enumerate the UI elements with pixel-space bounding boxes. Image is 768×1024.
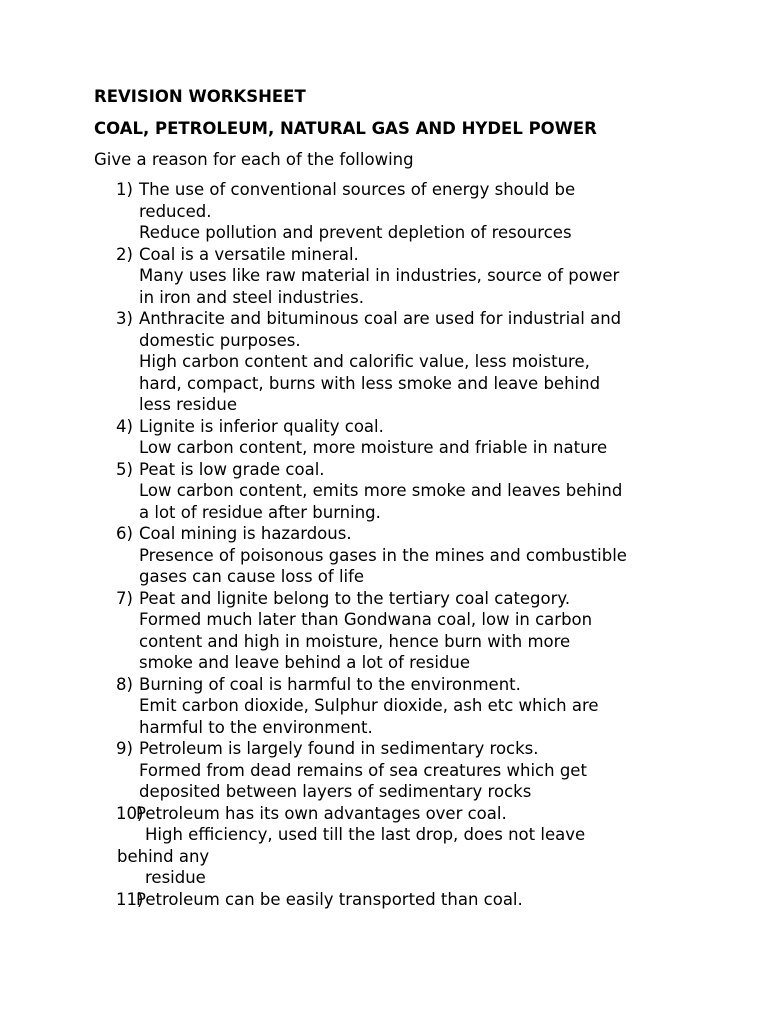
- question-text: domestic purposes.: [139, 330, 301, 350]
- question-number: 8): [116, 674, 133, 694]
- question-item: [94, 459, 694, 524]
- question-text: Anthracite and bituminous coal are used for industrial and: [139, 309, 622, 328]
- question-number: 7): [116, 588, 133, 608]
- worksheet-title: REVISION WORKSHEET: [94, 87, 306, 106]
- answer-text: High efficiency, used till the last drop, does not leave: [145, 825, 586, 844]
- question-number: 5): [116, 459, 133, 479]
- question-number: 9): [116, 739, 133, 758]
- question-text: Petroleum can be easily transported than coal.: [136, 889, 523, 909]
- question-item: [94, 308, 694, 416]
- question-text: Petroleum has its own advantages over coal.: [136, 803, 507, 823]
- answer-text: content and high in moisture, hence burn with more: [139, 631, 571, 651]
- answer-text: Formed from dead remains of sea creatures which get: [139, 760, 587, 780]
- question-number: 3): [116, 309, 133, 328]
- answer-text: Low carbon content, more moisture and friable in nature: [139, 438, 608, 457]
- worksheet-instructions: Give a reason for each of the following: [94, 150, 414, 169]
- answer-text: behind any: [117, 846, 210, 866]
- answer-text: Emit carbon dioxide, Sulphur dioxide, ash etc which are: [139, 696, 599, 715]
- answer-text: Formed much later than Gondwana coal, low in carbon: [139, 610, 593, 629]
- answer-text: harmful to the environment.: [139, 717, 373, 737]
- question-number: 6): [116, 524, 133, 543]
- question-text: Coal is a versatile mineral.: [139, 244, 359, 264]
- question-number: 2): [116, 244, 133, 264]
- question-item: [94, 179, 694, 244]
- question-item: [94, 244, 694, 309]
- question-item: [94, 803, 694, 889]
- question-text: Peat is low grade coal.: [139, 459, 325, 479]
- answer-text: deposited between layers of sedimentary rocks: [139, 782, 532, 801]
- answer-text: Low carbon content, emits more smoke and leaves behind: [139, 481, 623, 500]
- question-item: [94, 416, 694, 459]
- worksheet-subtitle: COAL, PETROLEUM, NATURAL GAS AND HYDEL POWER: [94, 119, 597, 138]
- answer-text: High carbon content and calorific value, less moisture,: [139, 352, 590, 371]
- question-number: 11): [116, 889, 144, 909]
- question-text: reduced.: [139, 201, 212, 221]
- answer-text: Many uses like raw material in industries, source of power: [139, 266, 620, 285]
- answer-text: hard, compact, burns with less smoke and leave behind: [139, 373, 601, 393]
- question-number: 10): [116, 803, 144, 823]
- question-text: Coal mining is hazardous.: [139, 524, 352, 543]
- question-text: Peat and lignite belong to the tertiary coal category.: [139, 588, 571, 608]
- question-text: Petroleum is largely found in sedimentary rocks.: [139, 739, 539, 758]
- answer-text: less residue: [139, 395, 238, 414]
- answer-text: residue: [145, 868, 206, 887]
- question-number: 4): [116, 416, 133, 436]
- question-text: Lignite is inferior quality coal.: [139, 416, 384, 436]
- question-text: Burning of coal is harmful to the environment.: [139, 674, 521, 694]
- question-text: The use of conventional sources of energy should be: [139, 180, 576, 199]
- answer-text: in iron and steel industries.: [139, 287, 364, 307]
- question-list: [94, 179, 694, 910]
- answer-text: Presence of poisonous gases in the mines and combustible: [139, 545, 627, 565]
- answer-text: a lot of residue after burning.: [139, 502, 381, 522]
- answer-text: smoke and leave behind a lot of residue: [139, 653, 470, 672]
- question-item: [94, 738, 694, 803]
- answer-text: gases can cause loss of life: [139, 567, 365, 586]
- answer-text: Reduce pollution and prevent depletion of resources: [139, 223, 572, 242]
- question-item: [94, 588, 694, 674]
- question-item: [94, 889, 694, 911]
- question-item: [94, 523, 694, 588]
- question-item: [94, 674, 694, 739]
- question-number: 1): [116, 180, 133, 199]
